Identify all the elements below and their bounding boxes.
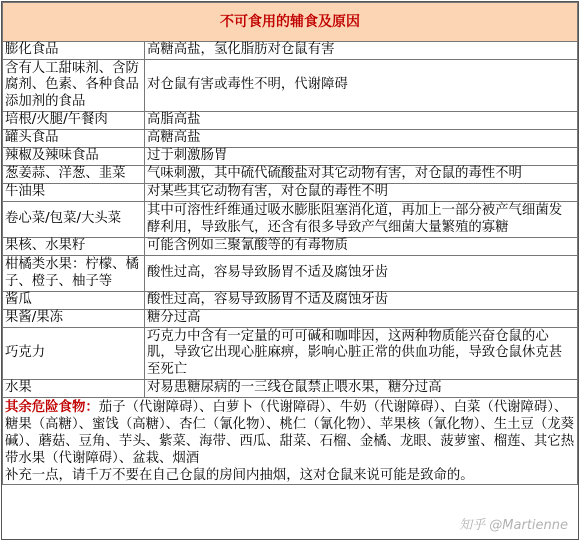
food-cell: 水果	[3, 380, 145, 398]
reason-cell: 高脂高盐	[145, 112, 578, 130]
table-row	[3, 238, 578, 256]
table-title: 不可食用的辅食及原因	[3, 3, 578, 42]
table-row	[3, 310, 578, 328]
table-row	[3, 292, 578, 310]
food-cell: 葱姜蒜、洋葱、韭菜	[3, 166, 145, 184]
table-row	[3, 148, 578, 166]
food-cell: 含有人工甜味剂、含防腐剂、色素、各种食品添加剂的食品	[3, 60, 145, 112]
food-cell: 卷心菜/包菜/大头菜	[3, 202, 145, 238]
table-row	[3, 166, 578, 184]
food-cell: 果核、水果籽	[3, 238, 145, 256]
food-table-image	[1, 1, 579, 540]
danger-text: 茄子（代谢障碍）、白萝卜（代谢障碍）、牛奶（代谢障碍）、白菜（代谢障碍）、糖果（高糖）、蜜饯（高糖）、杏仁（氰化物）、桃仁（氰化物）、苹果核（氰化物）、生土豆（龙葵碱）、蘑菇、豆角、芋头、紫菜、海带、西瓜、甜菜、石榴、金橘、龙眼、菠萝蜜、榴莲、其它热带水果（代谢障碍）、盆栽、烟酒	[5, 400, 575, 466]
food-cell: 罐头食品	[3, 130, 145, 148]
food-cell: 柑橘类水果：柠檬、橘子、橙子、柚子等	[3, 256, 145, 292]
reason-cell: 高糖高盐，氢化脂肪对仓鼠有害	[145, 42, 578, 60]
reason-cell: 对易患糖尿病的一三线仓鼠禁止喂水果，糖分过高	[145, 380, 578, 398]
table-row	[3, 42, 578, 60]
reason-cell: 过于刺激肠胃	[145, 148, 578, 166]
food-cell: 牛油果	[3, 184, 145, 202]
reason-cell: 高糖高盐	[145, 130, 578, 148]
reason-cell: 气味刺激，其中硫代硫酸盐对其它动物有害，对仓鼠的毒性不明	[145, 166, 578, 184]
table-body	[3, 3, 578, 485]
food-table	[2, 2, 578, 485]
reason-cell: 其中可溶性纤维通过吸水膨胀阻塞消化道，再加上一部分被产气细菌发酵利用，导致胀气，还含有很多导致产气细菌大量繁殖的寡糖	[145, 202, 578, 238]
food-cell: 果酱/果冻	[3, 310, 145, 328]
danger-cell	[3, 398, 578, 485]
reason-cell: 可能含例如三聚氰酸等的有毒物质	[145, 238, 578, 256]
table-row	[3, 112, 578, 130]
table-row	[3, 328, 578, 380]
reason-cell: 酸性过高，容易导致肠胃不适及腐蚀牙齿	[145, 292, 578, 310]
food-cell: 膨化食品	[3, 42, 145, 60]
danger-row	[3, 398, 578, 485]
note-text: 补充一点，请千万不要在自己仓鼠的房间内抽烟，这对仓鼠来说可能是致命的。	[5, 468, 474, 483]
table-row	[3, 202, 578, 238]
table-row	[3, 60, 578, 112]
food-cell: 酱瓜	[3, 292, 145, 310]
reason-cell: 对仓鼠有害或毒性不明，代谢障碍	[145, 60, 578, 112]
watermark-text: 知乎 @Martienne	[459, 518, 568, 533]
food-cell: 辣椒及辣味食品	[3, 148, 145, 166]
food-cell: 巧克力	[3, 328, 145, 380]
reason-cell: 对某些其它动物有害，对仓鼠的毒性不明	[145, 184, 578, 202]
title-row	[3, 3, 578, 42]
reason-cell: 酸性过高，容易导致肠胃不适及腐蚀牙齿	[145, 256, 578, 292]
table-row	[3, 184, 578, 202]
reason-cell: 糖分过高	[145, 310, 578, 328]
danger-label: 其余危险食物：	[5, 400, 99, 415]
table-row	[3, 130, 578, 148]
food-cell: 培根/火腿/午餐肉	[3, 112, 145, 130]
table-row	[3, 256, 578, 292]
reason-cell: 巧克力中含有一定量的可可碱和咖啡因，这两种物质能兴奋仓鼠的心肌，导致它出现心脏麻痹，影响心脏正常的供血功能，导致仓鼠休克甚至死亡	[145, 328, 578, 380]
table-row	[3, 380, 578, 398]
watermark	[459, 514, 568, 533]
